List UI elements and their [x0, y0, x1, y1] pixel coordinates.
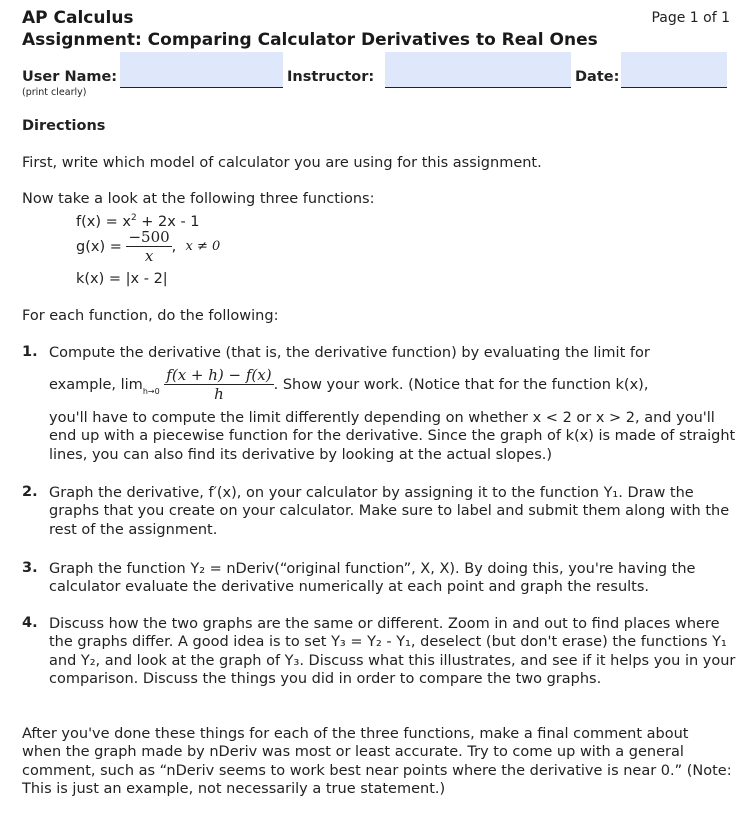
date-label: Date: — [575, 69, 620, 85]
intro-functions: Now take a look at the following three functions: — [22, 191, 375, 207]
date-field[interactable] — [621, 52, 727, 88]
page-indicator: Page 1 of 1 — [651, 10, 730, 26]
instructor-label: Instructor: — [287, 69, 375, 85]
step-1-number: 1. — [22, 344, 38, 360]
step-4-number: 4. — [22, 615, 38, 631]
closing-paragraph: After you've done these things for each of the three functions, make a final comment about when the graph made by nDeriv was most or least accurate. Try to come up with a general comment, such as “nDeriv seems to work best near points where the derivative is near 0.” (Note: This is just an example, not necessarily a true statement.) — [22, 726, 732, 797]
print-hint: (print clearly) — [22, 87, 87, 98]
step-3-number: 3. — [22, 560, 38, 576]
user-name-field[interactable] — [120, 52, 283, 88]
assignment-title: Assignment: Comparing Calculator Derivatives to Real Ones — [22, 30, 598, 50]
step-3-text: Graph the function Y₂ = nDeriv(“original function”, X, X). By doing this, you're having the calculator evaluate the derivative numerically at each point and graph the results. — [49, 561, 696, 596]
step-2-text: Graph the derivative, f′(x), on your calculator by assigning it to the function Y₁. Draw the graphs that you create on your calculator. Make sure to label and submit them along with the rest of the assignment. — [49, 485, 730, 538]
step-2-number: 2. — [22, 484, 38, 500]
function-f: $f(x) = x^2 + 2x - 1$ — [76, 213, 200, 230]
each-function-instruction: For each function, do the following: — [22, 308, 279, 324]
course-title: AP Calculus — [22, 8, 134, 28]
step-1-limit-line: example, limh→0 $\frac{f(x + h) - f(x)}{h}$ . Show your work. (Notice that for the function k(x), — [49, 366, 649, 404]
step-4-text: Discuss how the two graphs are the same or different. Zoom in and out to find places where the graphs differ. A good idea is to set Y₃ = Y₂ - Y₁, deselect (but don't erase) the functions Y₁ and Y₂, and look at the graph of Y₃. Discuss what this illustrates, and see if it helps you in your comparison. Discuss the things you did in order to compare the two graphs. — [49, 616, 736, 687]
user-name-label: User Name: — [22, 69, 118, 85]
function-g: g(x) = $\frac{-500}{x}$ , x ≠ 0 — [76, 228, 221, 266]
function-k: k(x) = |x - 2| — [76, 271, 168, 287]
step-1-rest: you'll have to compute the limit differently depending on whether x < 2 or x > 2, and you'll end up with a piecewise function for the derivative. Since the graph of k(x) is made of straight lines, you can also find its derivative by looking at the actual slopes.) — [49, 410, 736, 463]
directions-heading: Directions — [22, 118, 106, 134]
instructor-field[interactable] — [385, 52, 571, 88]
step-1-line1: Compute the derivative (that is, the derivative function) by evaluating the limit for — [49, 345, 650, 361]
intro-calculator: First, write which model of calculator you are using for this assignment. — [22, 155, 542, 171]
